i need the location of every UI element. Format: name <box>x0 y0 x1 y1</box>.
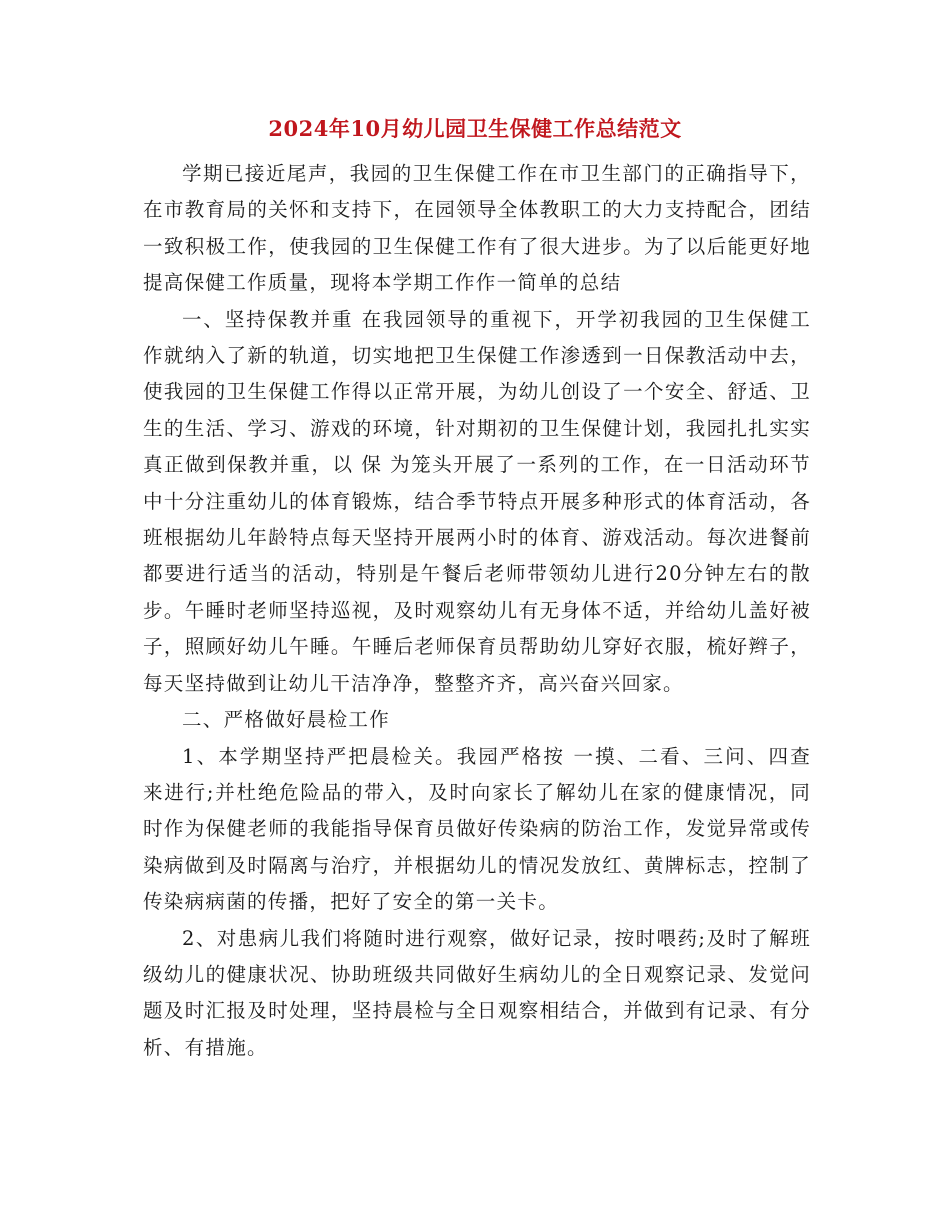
paragraph-intro: 学期已接近尾声，我园的卫生保健工作在市卫生部门的正确指导下，在市教育局的关怀和支持下，在园领导全体教职工的大力支持配合，团结一致积极工作，使我园的卫生保健工作有了很大进步。为了以后能更好地提高保健工作质量，现将本学期工作作一简单的总结 <box>143 162 811 295</box>
paragraph-item-1: 1、本学期坚持严把晨检关。我园严格按 一摸、二看、三问、四查 来进行;并杜绝危险品的带入，及时向家长了解幼儿在家的健康情况，同时作为保健老师的我能指导保育员做好传染病的防治工作，发觉异常或传染病做到及时隔离与治疗，并根据幼儿的情况发放红、黄牌标志，控制了传染病病菌的传播，把好了安全的第一关卡。 <box>143 744 811 914</box>
paragraph-item-2: 2、对患病儿我们将随时进行观察，做好记录，按时喂药;及时了解班级幼儿的健康状况、协助班级共同做好生病幼儿的全日观察记录、发觉问题及时汇报及时处理，坚持晨检与全日观察相结合，并做到有记录、有分析、有措施。 <box>143 926 811 1059</box>
paragraph-section-1: 一、坚持保教并重 在我园领导的重视下，开学初我园的卫生保健工作就纳入了新的轨道，切实地把卫生保健工作渗透到一日保教活动中去，使我园的卫生保健工作得以正常开展，为幼儿创设了一个安全、舒适、卫生的生活、学习、游戏的环境，针对期初的卫生保健计划，我园扎扎实实真正做到保教并重，以 保 为笼头开展了一系列的工作，在一日活动环节中十分注重幼儿的体育锻炼，结合季节特点开展多种形式的体育活动，各班根据幼儿年龄特点每天坚持开展两小时的体育、游戏活动。每次进餐前都要进行适当的活动，特别是午餐后老师带领幼儿进行20分钟左右的散步。午睡时老师坚持巡视，及时观察幼儿有无身体不适，并给幼儿盖好被子，照顾好幼儿午睡。午睡后老师保育员帮助幼儿穿好衣服，梳好辫子，每天坚持做到让幼儿干洁净净，整整齐齐，高兴奋兴回家。 <box>143 307 811 695</box>
section-heading-2: 二、严格做好晨检工作 <box>182 708 391 732</box>
document-body <box>143 156 811 1066</box>
document-title: 2024年10月幼儿园卫生保健工作总结范文 <box>268 116 682 141</box>
